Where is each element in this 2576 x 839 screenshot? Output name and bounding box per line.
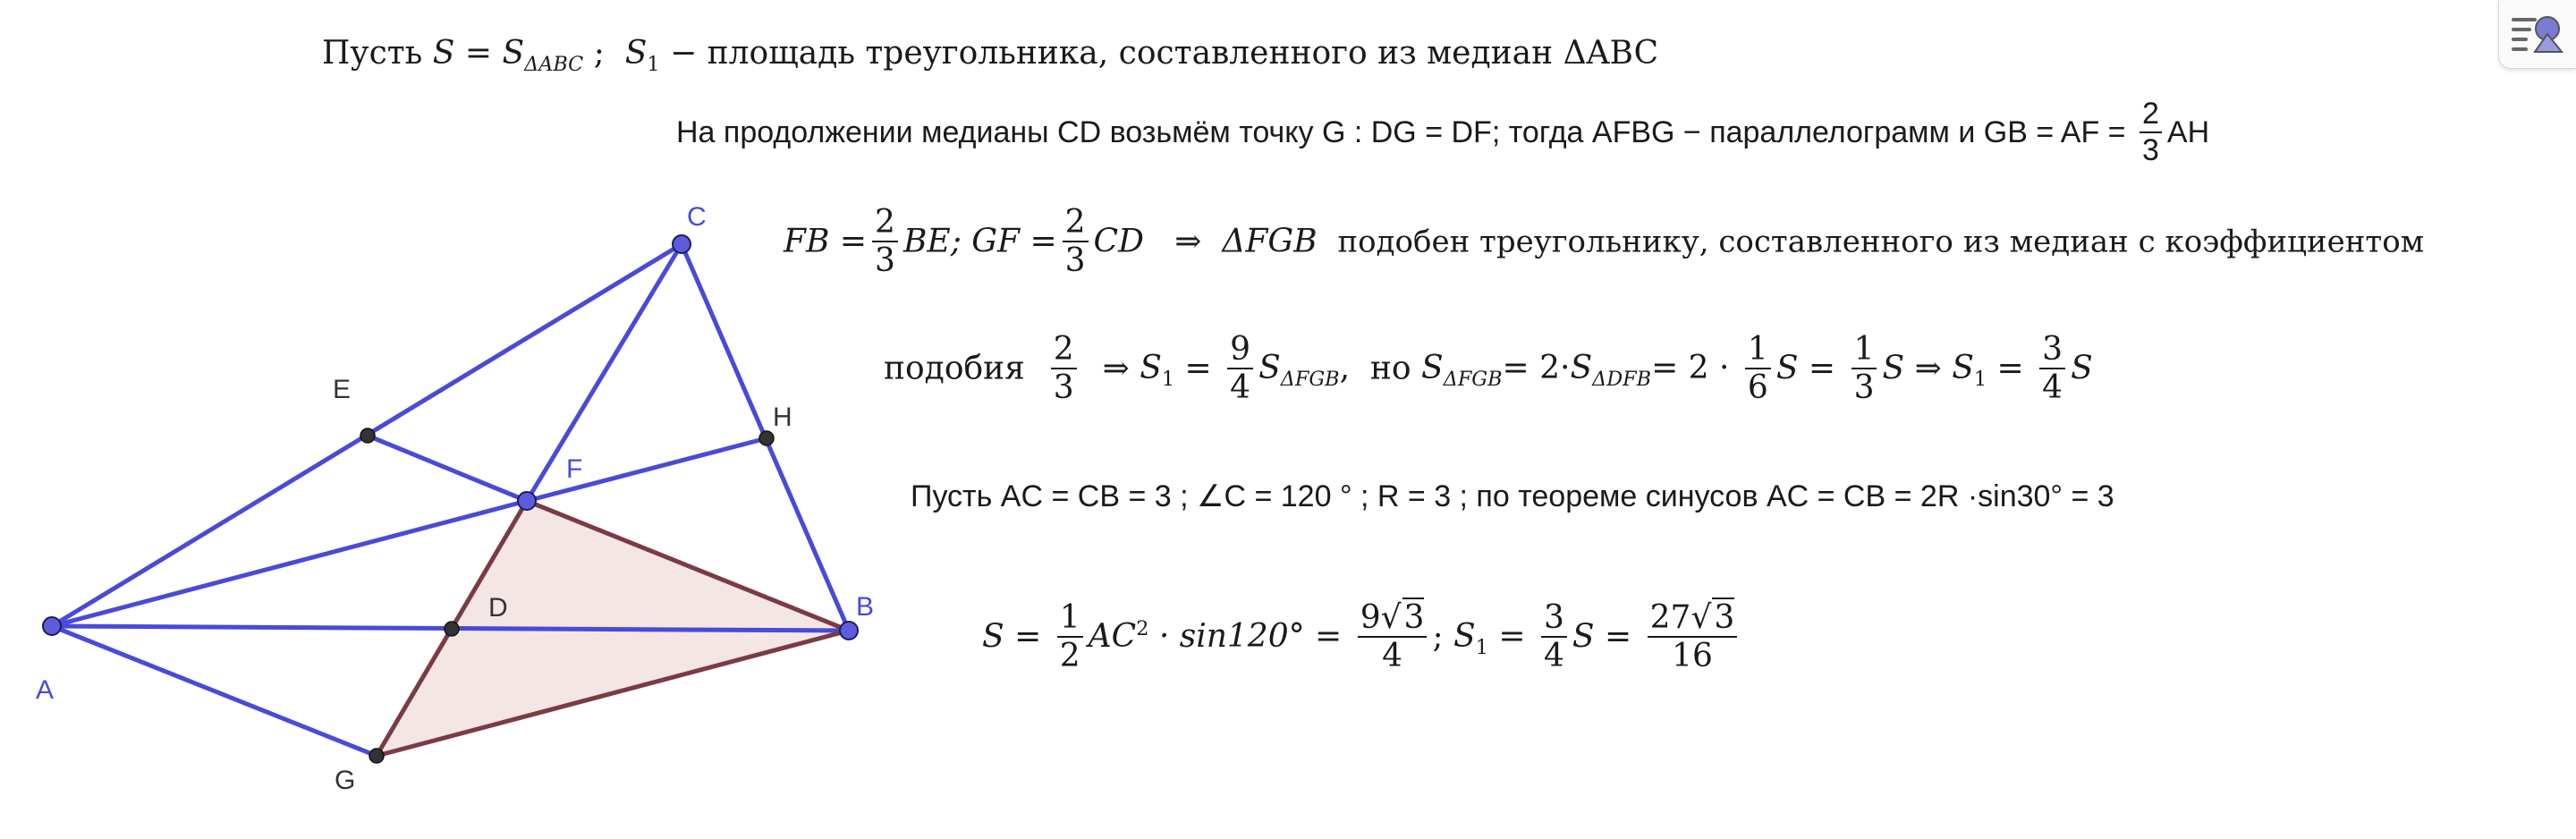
- line2-text: На продолжении медианы CD возьмём точку G : DG = DF; тогда AFBG − параллелограмм и GB = AF =: [676, 115, 2134, 150]
- style-bar-toggle-button[interactable]: [2498, 0, 2576, 69]
- label-a: A: [36, 675, 55, 705]
- sub-1: 1: [647, 53, 660, 77]
- point-d[interactable]: [445, 622, 459, 636]
- style-bar-toggle-icon: [2499, 0, 2576, 68]
- implies-arrow-2: ⇒: [1914, 350, 1942, 387]
- frac-9sqrt3-4: $\frac{9√3}{4}$: [1358, 599, 1428, 675]
- segment-ef: [368, 436, 527, 501]
- be: BE;: [902, 223, 962, 260]
- var-s-abc: S: [502, 35, 525, 72]
- fb-eq: FB =: [784, 223, 868, 260]
- label-f: F: [566, 454, 583, 484]
- line1-triangle: ΔABC: [1563, 35, 1659, 72]
- segment-fh: [527, 438, 767, 501]
- text-line-5: [911, 481, 2114, 512]
- point-h[interactable]: [759, 431, 774, 445]
- segment-cf: [527, 244, 682, 501]
- frac-three-quarters: $\frac{3}{4}$: [2039, 331, 2065, 407]
- frac-nine-quarters: $\frac{9}{4}$: [1227, 331, 1253, 407]
- gf-eq: GF =: [971, 223, 1057, 260]
- frac-k: $\frac{2}{3}$: [1051, 331, 1077, 407]
- sub-abc: ΔABC: [524, 53, 584, 77]
- frac-two-thirds: $\frac{2}{3}$: [2140, 97, 2162, 168]
- point-a[interactable]: [43, 617, 61, 635]
- semicolon: ;: [593, 35, 605, 72]
- line1-definition: − площадь треугольника, составленного из медиан: [670, 35, 1554, 72]
- label-b: B: [856, 592, 875, 622]
- frac-one-third: $\frac{1}{3}$: [1852, 331, 1877, 407]
- label-h: H: [773, 403, 792, 432]
- implies-arrow-1: ⇒: [1102, 350, 1130, 387]
- line5-text: Пусть AC = CB = 3 ; ∠C = 120 ° ; R = 3 ; по теореме синусов AC = CB = 2R ·sin30° = 3: [911, 479, 2114, 513]
- frac-gf: $\frac{2}{3}$: [1063, 204, 1089, 280]
- point-c[interactable]: [673, 235, 691, 253]
- frac-one-sixth: $\frac{1}{6}$: [1745, 331, 1771, 407]
- var-s1: S: [624, 35, 648, 72]
- label-e: E: [333, 375, 352, 404]
- frac-27sqrt3-16: $\frac{27√3}{16}$: [1648, 599, 1738, 675]
- text-line-3: [784, 204, 2424, 280]
- line2-ah: AH: [2166, 115, 2210, 150]
- implies-arrow: ⇒: [1174, 223, 1202, 260]
- point-f[interactable]: [518, 492, 536, 510]
- line3-text: подобен треугольнику, составленного из медиан с коэффициентом: [1337, 224, 2425, 260]
- var-s: S: [432, 35, 455, 72]
- word-no: но: [1369, 350, 1411, 387]
- point-b[interactable]: [840, 622, 858, 640]
- frac-half: $\frac{1}{2}$: [1057, 599, 1083, 675]
- label-d: D: [488, 593, 508, 623]
- frac-fb: $\frac{2}{3}$: [872, 204, 898, 280]
- point-e[interactable]: [360, 428, 375, 443]
- frac-three-quarters-b: $\frac{3}{4}$: [1541, 599, 1567, 675]
- eq-sign: =: [464, 35, 493, 72]
- label-c: C: [687, 202, 707, 232]
- text-line-1: [322, 35, 1659, 77]
- segment-ag: [52, 626, 377, 756]
- point-g[interactable]: [369, 749, 384, 763]
- text-line-2: [676, 97, 2209, 168]
- text-line-6: S = $\frac{1}{2}$ $AC^2 \cdot \sin 120^\circ$ = $\frac{9√3}{4}$ ; $S_1$ = $\frac{3}{4}$ S = $\frac{27√3}{16}$: [982, 599, 1742, 675]
- tri-fgb: ΔFGB: [1222, 223, 1318, 260]
- word-podobiya: подобия: [884, 350, 1025, 387]
- cd: CD: [1093, 223, 1144, 260]
- text-line-4: подобия $\frac{2}{3}$ ⇒ $S_1$ = $\frac{9}{4}$ $S_{\Delta FGB}$, но $S_{\Delta FGB}= 2\cdot S_{\Delta DFB}= 2$ · $\frac{1}{6}$ S = $\frac{1}{3}$ S ⇒ $S_1$ = $\frac{3}{4}$ S: [884, 331, 2093, 407]
- segment-af: [52, 501, 527, 626]
- word-pusty: Пусть: [322, 35, 423, 72]
- label-g: G: [335, 766, 356, 795]
